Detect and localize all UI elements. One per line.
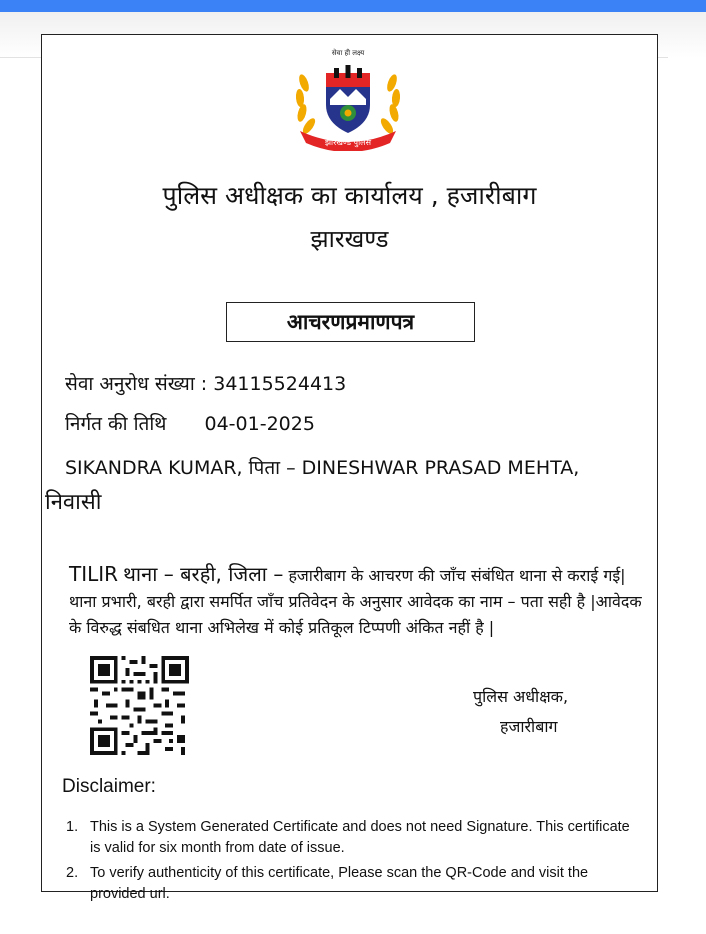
service-request-number: 34115524413 [213,373,347,395]
office-title: पुलिस अधीक्षक का कार्यालय , हजारीबाग [162,181,537,210]
certificate-title: आचरणप्रमाणपत्र [226,302,475,342]
disclaimer-item-text: To verify authenticity of this certificate, Please scan the QR-Code and visit the provided url. [90,865,589,902]
disclaimer-item [66,817,636,859]
applicant-line: SIKANDRA KUMAR, पिता – DINESHWAR PRASAD MEHTA, [65,457,580,479]
disclaimer-list [66,817,636,909]
issue-date-value: 04-01-2025 [204,413,315,435]
disclaimer-heading: Disclaimer: [62,776,156,797]
disclaimer-item-number: 2. [66,865,79,881]
emblem-banner-text: झारखण्ड पुलिस [324,138,372,147]
body-text: हजारीबाग के आचरण की जाँच संबंधित थाना से कराई गई| थाना प्रभारी, बरही द्वारा समर्पित जाँच प्रतिवेदन के अनुसार आवेदक का नाम – पता सही है |आवेदक के विरुद्ध संबधित थाना अभिलेख में कोई प्रतिकूल टिप्पणी अंकित नहीं है | [69,566,642,637]
verification-qr-code [90,656,189,755]
emblem-motto-text: सेवा ही लक्ष्य [331,49,365,57]
state-title: झारखण्ड [310,225,389,253]
address-village: TILIR [69,562,119,586]
service-request-label: सेवा अनुरोध संख्या : [65,373,208,395]
thana-phrase: थाना – बरही, जिला – [123,562,284,586]
issue-date-row [65,410,315,436]
disclaimer-item [66,863,636,905]
jharkhand-police-emblem [290,43,406,151]
certificate-document [41,34,658,902]
signatory-place: हजारीबाग [500,717,558,736]
signatory-designation: पुलिस अधीक्षक, [473,687,569,706]
certificate-body [69,561,644,641]
issue-date-label: निर्गत की तिथि [65,413,167,435]
disclaimer-item-number: 1. [66,819,79,835]
resident-label: निवासी [45,490,102,515]
service-request-row [65,370,346,396]
browser-top-bar [0,0,706,12]
disclaimer-item-text: This is a System Generated Certificate and does not need Signature. This certificate is valid for six month from date of issue. [90,819,630,856]
